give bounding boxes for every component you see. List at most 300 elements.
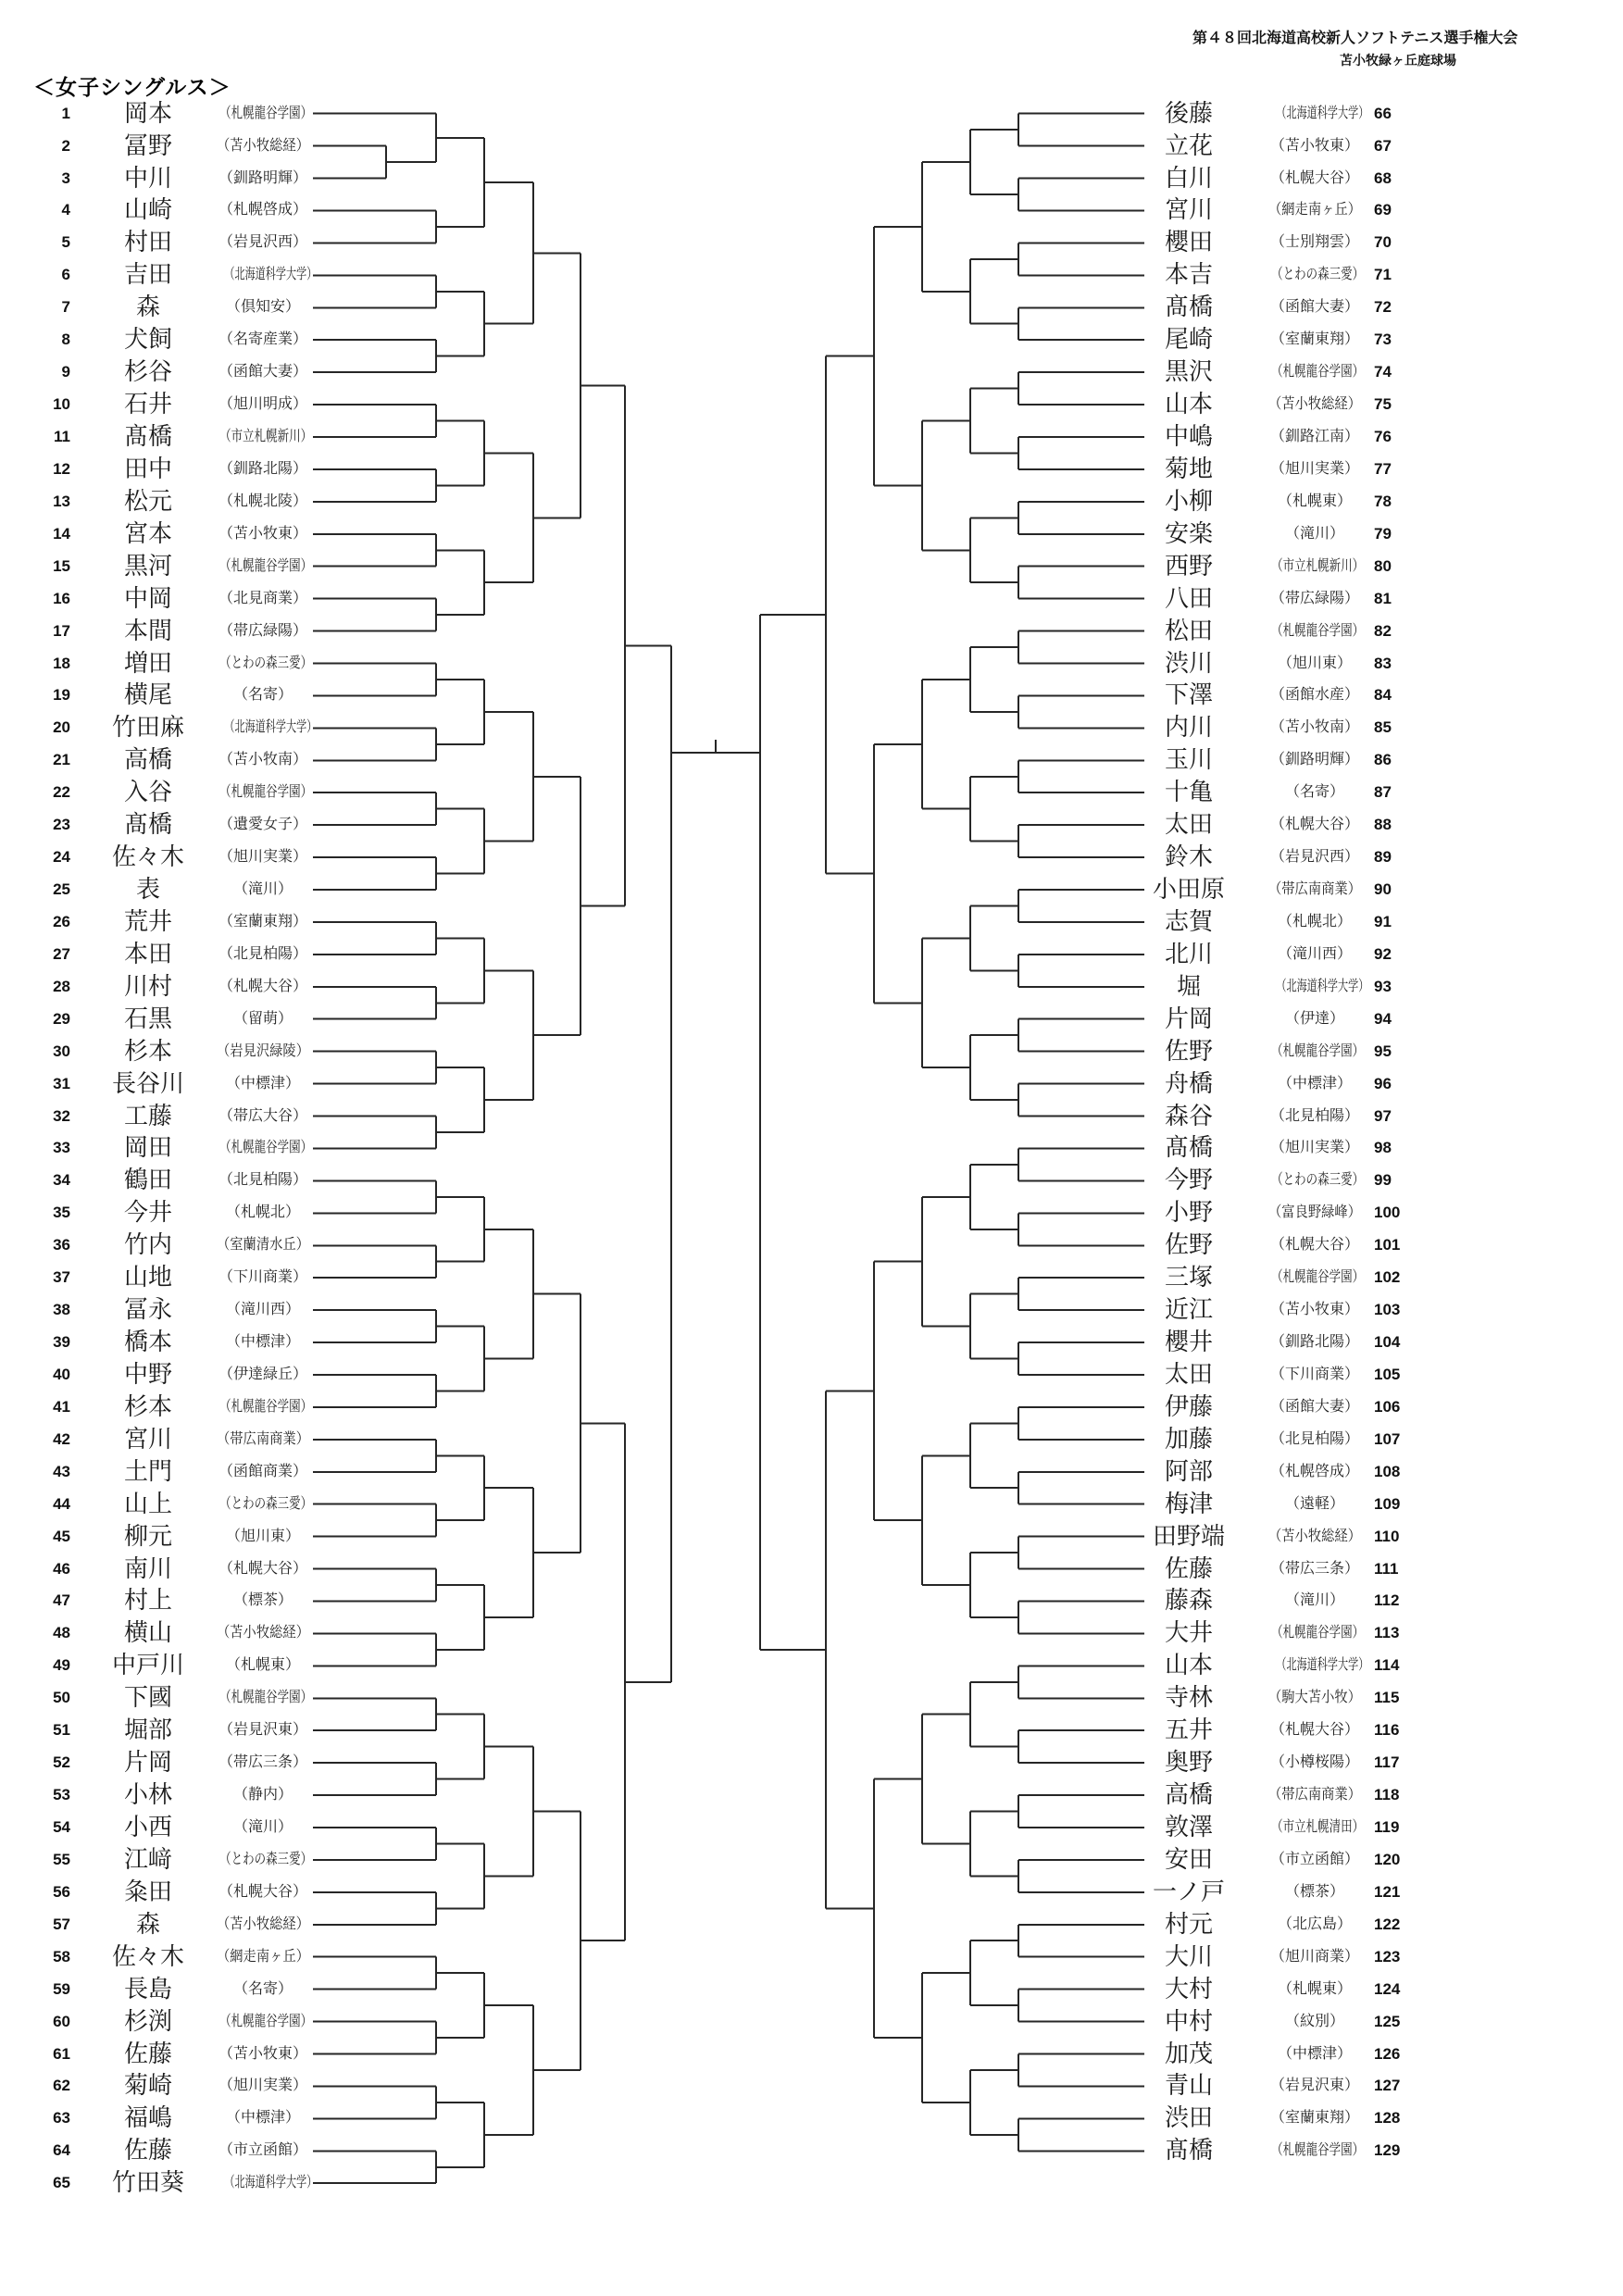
school-name: （室蘭東翔） (1269, 2110, 1359, 2127)
seed-number: 73 (1374, 331, 1392, 349)
seed-number: 25 (53, 880, 70, 899)
seed-number: 106 (1374, 1397, 1401, 1416)
school-name: （市立函館） (218, 2142, 307, 2159)
player-row (0, 228, 1623, 257)
school-name: （函館水産） (1269, 687, 1359, 704)
seed-number: 74 (1374, 363, 1392, 381)
player-name: 横尾 (123, 681, 172, 709)
player-name: 横山 (123, 1619, 172, 1647)
player-name: 佐藤 (1164, 1554, 1213, 1582)
player-name: 櫻田 (1164, 229, 1213, 256)
player-row (0, 131, 1623, 161)
school-name: （名寄） (1284, 784, 1344, 801)
venue-subtitle: 苫小牧緑ヶ丘庭球場 (1340, 53, 1456, 68)
player-name: 宮川 (1164, 196, 1213, 224)
school-name: （岩見沢東） (1269, 2078, 1359, 2094)
seed-number: 34 (53, 1171, 70, 1190)
seed-number: 1 (61, 104, 70, 122)
player-row (0, 1166, 1623, 1195)
seed-number: 15 (53, 556, 70, 575)
seed-number: 69 (1374, 201, 1392, 219)
school-name: （名寄） (232, 1980, 293, 1997)
player-row (0, 325, 1623, 355)
seed-number: 8 (61, 331, 70, 349)
player-name: 中戸川 (111, 1652, 184, 1679)
school-name: （市立札幌新川） (1271, 557, 1365, 574)
school-name: （北海道科学大学） (224, 267, 318, 283)
school-name: （札幌龍谷学園） (219, 1140, 313, 1156)
school-name: （紋別） (1284, 2013, 1344, 2029)
player-name: 鈴木 (1164, 843, 1213, 871)
seed-number: 19 (53, 686, 70, 705)
school-name: （北広島） (1277, 1915, 1352, 1932)
school-name: （帯広南商業） (1267, 881, 1362, 898)
seed-number: 41 (53, 1397, 70, 1416)
seed-number: 101 (1374, 1236, 1401, 1254)
player-name: 下澤 (1164, 681, 1213, 709)
player-name: 本吉 (1164, 261, 1213, 289)
seed-number: 94 (1374, 1009, 1392, 1028)
school-name: （網走南ヶ丘） (1267, 202, 1362, 218)
seed-number: 71 (1374, 266, 1392, 284)
school-name: （札幌啓成） (1269, 1463, 1359, 1479)
school-name: （とわの森三愛） (219, 655, 313, 671)
school-name: （富良野緑峰） (1267, 1204, 1362, 1221)
player-name: 加藤 (1164, 1425, 1213, 1453)
seed-number: 107 (1374, 1429, 1401, 1448)
school-name: （小樽桜陽） (1269, 1754, 1359, 1771)
seed-number: 113 (1374, 1624, 1400, 1642)
player-row (0, 552, 1623, 581)
player-name: 三塚 (1164, 1264, 1213, 1292)
player-name: 加茂 (1164, 2040, 1213, 2067)
school-name: （札幌東） (1277, 1980, 1352, 1997)
school-name: （苫小牧東） (1269, 137, 1359, 154)
school-name: （釧路北陽） (1269, 1334, 1359, 1351)
player-name: 山地 (123, 1264, 172, 1292)
seed-number: 29 (53, 1009, 70, 1028)
seed-number: 36 (53, 1236, 70, 1254)
seed-number: 81 (1374, 589, 1392, 607)
school-name: （帯広南商業） (216, 1430, 310, 1447)
seed-number: 55 (53, 1850, 70, 1868)
school-name: （苫小牧東） (218, 525, 307, 542)
seed-number: 33 (53, 1139, 70, 1157)
seed-number: 48 (53, 1624, 70, 1642)
seed-number: 125 (1374, 2012, 1401, 2030)
player-row (0, 1618, 1623, 1648)
school-name: （北海道科学大学） (224, 2175, 318, 2191)
player-row (0, 1037, 1623, 1067)
school-name: （札幌大谷） (1269, 169, 1359, 186)
player-name: 入谷 (123, 779, 172, 806)
seed-number: 80 (1374, 556, 1392, 575)
player-name: 敦澤 (1164, 1813, 1213, 1841)
player-row (0, 1069, 1623, 1099)
seed-number: 27 (53, 944, 70, 963)
school-name: （札幌大谷） (218, 978, 307, 994)
school-name: （釧路明輝） (218, 169, 307, 186)
school-name: （標茶） (232, 1592, 293, 1609)
school-name: （苫小牧東） (218, 2045, 307, 2062)
player-row (0, 907, 1623, 937)
player-row (0, 2103, 1623, 2133)
school-name: （帯広南商業） (1267, 1787, 1362, 1803)
school-name: （遠軽） (1284, 1495, 1344, 1512)
school-name: （札幌龍谷学園） (1271, 1269, 1365, 1286)
seed-number: 90 (1374, 880, 1392, 899)
seed-number: 40 (53, 1365, 70, 1383)
player-row (0, 1975, 1623, 2004)
school-name: （下川商業） (1269, 1366, 1359, 1382)
player-row (0, 2007, 1623, 2037)
seed-number: 122 (1374, 1915, 1401, 1933)
seed-number: 32 (53, 1106, 70, 1125)
player-name: 村田 (123, 229, 172, 256)
school-name: （苫小牧総経） (1267, 396, 1362, 413)
player-row (0, 2136, 1623, 2165)
seed-number: 76 (1374, 428, 1392, 445)
school-name: （札幌大谷） (1269, 817, 1359, 833)
seed-number: 104 (1374, 1333, 1401, 1352)
player-name: 冨野 (123, 131, 172, 159)
school-name: （帯広三条） (1269, 1560, 1359, 1577)
school-name: （札幌龍谷学園） (1271, 1042, 1365, 1059)
page-title: 第４８回北海道高校新人ソフトテニス選手権大会 (1192, 31, 1518, 46)
player-name: 髙橋 (1164, 293, 1213, 321)
player-name: 佐野 (1164, 1231, 1213, 1259)
seed-number: 78 (1374, 492, 1392, 510)
school-name: （室蘭清水丘） (216, 1237, 310, 1254)
player-name: 阿部 (1164, 1457, 1213, 1485)
player-row (0, 1004, 1623, 1034)
player-row (0, 875, 1623, 905)
school-name: （岩見沢西） (218, 234, 307, 251)
seed-number: 89 (1374, 848, 1392, 867)
player-name: 小林 (123, 1781, 172, 1809)
player-name: 土門 (123, 1457, 172, 1485)
seed-number: 72 (1374, 298, 1392, 317)
player-row (0, 1133, 1623, 1163)
player-name: 片岡 (123, 1749, 172, 1777)
player-name: 一ノ戸 (1152, 1878, 1225, 1905)
school-name: （滝川西） (225, 1302, 300, 1318)
player-name: 森 (135, 293, 160, 321)
school-name: （函館商業） (218, 1463, 307, 1479)
school-name: （留萌） (232, 1010, 293, 1027)
seed-number: 119 (1374, 1817, 1400, 1836)
player-name: 中村 (1164, 2007, 1213, 2035)
player-name: 本間 (123, 617, 172, 644)
seed-number: 4 (61, 201, 70, 219)
player-row (0, 2040, 1623, 2069)
seed-number: 68 (1374, 168, 1392, 187)
player-row (0, 1295, 1623, 1325)
school-name: （北見柏陽） (218, 1172, 307, 1189)
seed-number: 31 (53, 1074, 70, 1092)
player-row (0, 972, 1623, 1002)
seed-number: 21 (53, 751, 70, 769)
seed-number: 112 (1374, 1591, 1400, 1610)
player-name: 梅津 (1164, 1490, 1213, 1517)
player-name: 松元 (123, 487, 172, 515)
school-name: （旭川実業） (218, 849, 307, 866)
school-name: （札幌龍谷学園） (1271, 622, 1365, 639)
school-name: （札幌東） (225, 1657, 300, 1674)
school-name: （札幌東） (1277, 493, 1352, 509)
player-row (0, 2168, 1623, 2198)
seed-number: 121 (1374, 1882, 1401, 1901)
seed-number: 39 (53, 1333, 70, 1352)
school-name: （北見商業） (218, 590, 307, 606)
seed-number: 77 (1374, 459, 1392, 478)
player-name: 小柳 (1164, 487, 1213, 515)
school-name: （帯広三条） (218, 1754, 307, 1771)
player-row (0, 357, 1623, 387)
player-row (0, 422, 1623, 452)
school-name: （北見柏陽） (1269, 1430, 1359, 1447)
school-name: （静内） (232, 1787, 293, 1803)
school-name: （とわの森三愛） (219, 1495, 313, 1512)
school-name: （遺愛女子） (218, 817, 307, 833)
seed-number: 59 (53, 1979, 70, 1998)
seed-number: 44 (53, 1494, 70, 1513)
seed-number: 116 (1374, 1721, 1400, 1740)
player-name: 十亀 (1164, 779, 1213, 806)
player-name: 松田 (1164, 617, 1213, 644)
seed-number: 128 (1374, 2109, 1401, 2128)
school-name: （函館大妻） (1269, 299, 1359, 316)
seed-number: 93 (1374, 977, 1392, 995)
school-name: （函館大妻） (1269, 1398, 1359, 1415)
player-name: 近江 (1164, 1296, 1213, 1324)
school-name: （札幌啓成） (218, 202, 307, 218)
player-name: 竹内 (123, 1231, 172, 1259)
player-name: 片岡 (1164, 1004, 1213, 1032)
seed-number: 95 (1374, 1042, 1392, 1060)
seed-number: 108 (1374, 1462, 1401, 1480)
player-row (0, 164, 1623, 193)
seed-number: 7 (61, 298, 70, 317)
player-name: 吉田 (123, 261, 172, 289)
seed-number: 63 (53, 2109, 70, 2128)
seed-number: 100 (1374, 1204, 1401, 1222)
seed-number: 102 (1374, 1268, 1401, 1287)
player-name: 橋本 (123, 1329, 172, 1356)
seed-number: 24 (53, 848, 70, 867)
seed-number: 28 (53, 977, 70, 995)
school-name: （札幌龍谷学園） (219, 2013, 313, 2029)
player-name: 堀部 (123, 1716, 172, 1744)
player-name: 小野 (1164, 1199, 1213, 1227)
player-name: 佐藤 (123, 2040, 172, 2067)
school-name: （滝川） (1284, 1592, 1344, 1609)
seed-number: 57 (53, 1915, 70, 1933)
seed-number: 70 (1374, 233, 1392, 252)
school-name: （旭川実業） (218, 2078, 307, 2094)
school-name: （滝川西） (1277, 945, 1352, 962)
school-name: （帯広緑陽） (1269, 590, 1359, 606)
player-name: 髙橋 (123, 811, 172, 839)
player-name: 佐藤 (123, 2137, 172, 2165)
player-row (0, 842, 1623, 872)
player-row (0, 455, 1623, 484)
player-name: 高橋 (1164, 1781, 1213, 1809)
player-row (0, 649, 1623, 679)
player-row (0, 1102, 1623, 1131)
school-name: （北海道科学大学） (1276, 978, 1369, 994)
player-name: 大村 (1164, 1975, 1213, 2003)
seed-number: 86 (1374, 751, 1392, 769)
player-name: 大川 (1164, 1942, 1213, 1970)
player-name: 北川 (1164, 940, 1213, 967)
school-name: （滝川） (232, 1818, 293, 1835)
seed-number: 43 (53, 1462, 70, 1480)
player-name: 堀 (1176, 972, 1201, 1000)
player-name: 中岡 (123, 584, 172, 612)
player-name: 今野 (1164, 1167, 1213, 1194)
player-name: 犬飼 (123, 326, 172, 354)
player-name: 山上 (123, 1490, 172, 1517)
player-row (0, 713, 1623, 742)
school-name: （苫小牧総経） (216, 137, 310, 154)
player-name: 岡本 (123, 99, 172, 127)
player-name: 寺林 (1164, 1684, 1213, 1712)
seed-number: 16 (53, 589, 70, 607)
player-row (0, 1392, 1623, 1422)
player-name: 田野端 (1152, 1522, 1225, 1550)
seed-number: 103 (1374, 1301, 1401, 1319)
school-name: （札幌北） (1277, 913, 1352, 930)
seed-number: 79 (1374, 524, 1392, 543)
player-name: 杉本 (123, 1392, 172, 1420)
school-name: （名寄） (232, 687, 293, 704)
player-name: 長谷川 (111, 1069, 184, 1097)
player-name: 渋川 (1164, 649, 1213, 677)
seed-number: 10 (53, 395, 70, 414)
player-name: 五井 (1164, 1716, 1213, 1744)
player-row (0, 1230, 1623, 1260)
player-name: 竹田葵 (111, 2169, 184, 2197)
seed-number: 45 (53, 1527, 70, 1545)
seed-number: 5 (61, 233, 70, 252)
seed-number: 84 (1374, 686, 1392, 705)
player-row (0, 1716, 1623, 1745)
player-name: 渋田 (1164, 2104, 1213, 2132)
seed-number: 99 (1374, 1171, 1392, 1190)
seed-number: 118 (1374, 1786, 1400, 1804)
school-name: （北海道科学大学） (1276, 105, 1369, 121)
school-name: （中標津） (1277, 1075, 1352, 1092)
school-name: （帯広大谷） (218, 1107, 307, 1124)
player-name: 荒井 (123, 907, 172, 935)
school-name: （苫小牧総経） (1267, 1528, 1362, 1544)
school-name: （釧路北陽） (218, 460, 307, 477)
seed-number: 12 (53, 459, 70, 478)
player-name: 江﨑 (123, 1845, 172, 1873)
seed-number: 67 (1374, 136, 1392, 155)
seed-number: 9 (61, 363, 70, 381)
school-name: （旭川東） (1277, 655, 1352, 671)
seed-number: 54 (53, 1817, 70, 1836)
school-name: （札幌龍谷学園） (219, 105, 313, 121)
player-name: 柳元 (123, 1522, 172, 1550)
player-row (0, 1263, 1623, 1292)
player-row (0, 1490, 1623, 1519)
seed-number: 85 (1374, 718, 1392, 737)
seed-number: 105 (1374, 1365, 1401, 1383)
school-name: （市立函館） (1269, 1851, 1359, 1867)
player-row (0, 390, 1623, 419)
seed-number: 38 (53, 1301, 70, 1319)
player-name: 立花 (1164, 131, 1213, 159)
player-name: 宮川 (123, 1425, 172, 1453)
player-row (0, 1651, 1623, 1680)
player-name: 工藤 (123, 1102, 172, 1129)
player-name: 表 (135, 876, 160, 904)
player-name: 高橋 (123, 746, 172, 774)
player-name: 山本 (1164, 1652, 1213, 1679)
player-name: 長島 (123, 1975, 172, 2003)
school-name: （札幌北） (225, 1204, 300, 1221)
player-name: 白川 (1164, 164, 1213, 192)
school-name: （市立札幌清田） (1271, 1818, 1365, 1835)
school-name: （札幌龍谷学園） (219, 557, 313, 574)
seed-number: 52 (53, 1753, 70, 1772)
player-name: 安田 (1164, 1845, 1213, 1873)
school-name: （札幌龍谷学園） (219, 784, 313, 801)
seed-number: 37 (53, 1268, 70, 1287)
school-name: （旭川明成） (218, 396, 307, 413)
seed-number: 11 (54, 428, 70, 445)
player-row (0, 99, 1623, 129)
player-row (0, 1683, 1623, 1713)
player-row (0, 1425, 1623, 1454)
seed-number: 23 (53, 816, 70, 834)
player-row (0, 519, 1623, 549)
seed-number: 111 (1374, 1559, 1399, 1578)
player-name: 岡田 (123, 1134, 172, 1162)
school-name: （北海道科学大学） (224, 719, 318, 736)
player-name: 冨永 (123, 1296, 172, 1324)
school-name: （中標津） (225, 1334, 300, 1351)
school-name: （札幌龍谷学園） (219, 1690, 313, 1706)
school-name: （苫小牧南） (1269, 719, 1359, 736)
player-name: 小田原 (1152, 876, 1225, 904)
school-name: （苫小牧総経） (216, 1625, 310, 1641)
player-name: 大井 (1164, 1619, 1213, 1647)
player-name: 佐野 (1164, 1037, 1213, 1065)
school-name: （とわの森三愛） (219, 1851, 313, 1867)
seed-number: 110 (1374, 1527, 1400, 1545)
school-name: （伊達緑丘） (218, 1366, 307, 1382)
player-name: 佐々木 (111, 1942, 184, 1970)
player-name: 髙橋 (1164, 2137, 1213, 2165)
school-name: （函館大妻） (218, 364, 307, 381)
seed-number: 50 (53, 1689, 70, 1707)
player-name: 藤森 (1164, 1587, 1213, 1615)
school-name: （札幌龍谷学園） (219, 1398, 313, 1415)
school-name: （札幌北陵） (218, 493, 307, 509)
school-name: （札幌龍谷学園） (1271, 1625, 1365, 1641)
section-title: ＜女子シングルス＞ (33, 75, 231, 99)
seed-number: 96 (1374, 1074, 1392, 1092)
player-name: 佐々木 (111, 843, 184, 871)
seed-number: 61 (53, 2044, 70, 2063)
school-name: （釧路江南） (1269, 429, 1359, 444)
seed-number: 35 (53, 1204, 70, 1222)
player-name: 杉本 (123, 1037, 172, 1065)
